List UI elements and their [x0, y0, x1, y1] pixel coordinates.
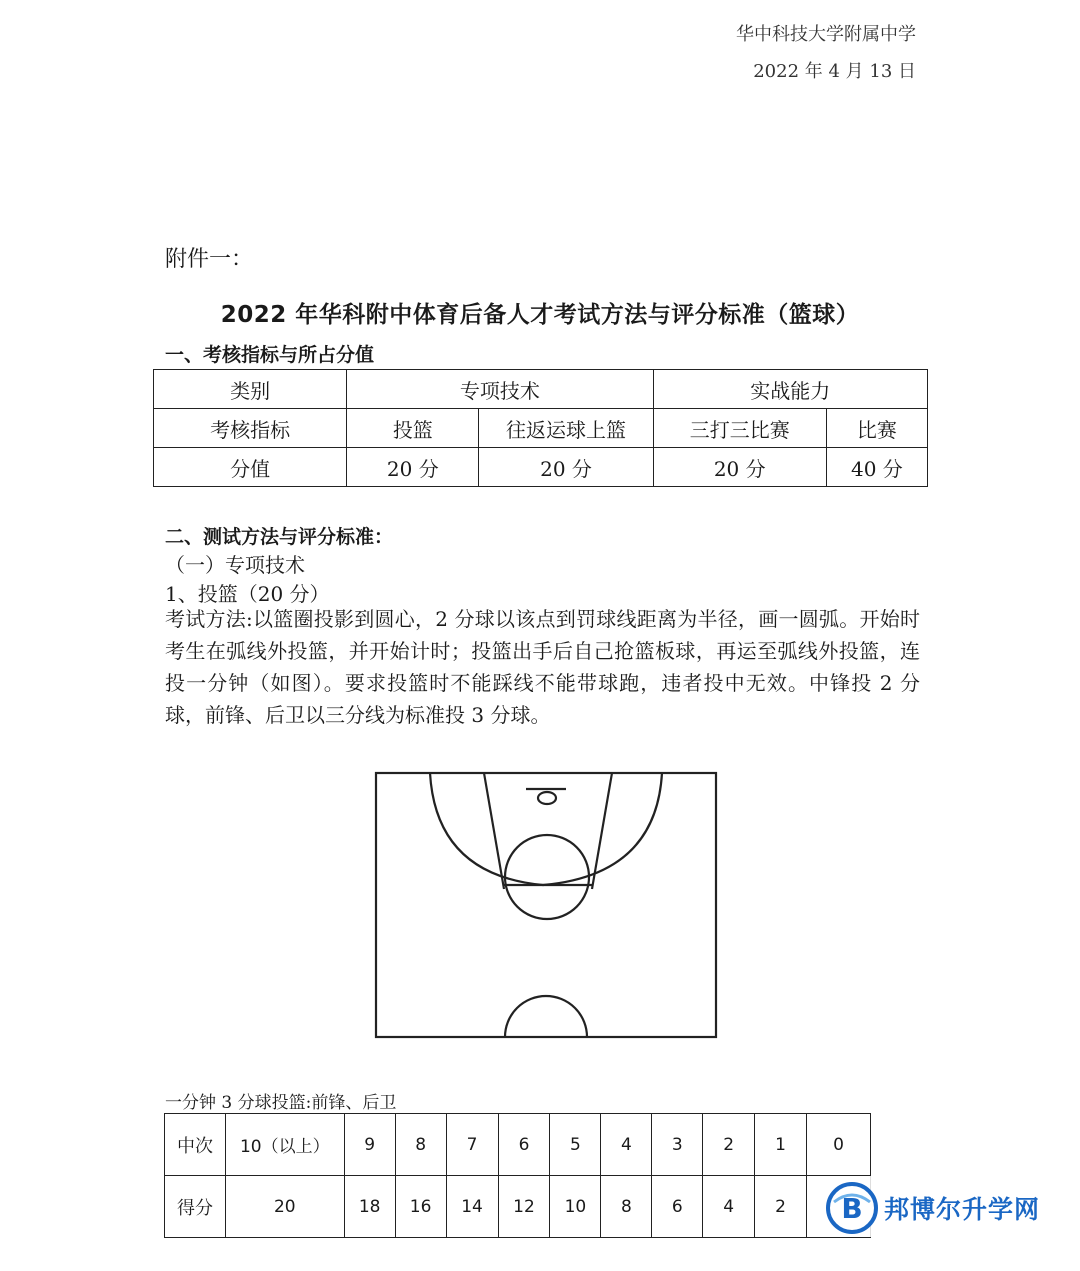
table-cell: 类别: [154, 370, 347, 409]
lane-line-right: [592, 773, 612, 889]
table-cell: 4: [703, 1176, 755, 1238]
table-row: [154, 448, 928, 487]
row-label-hits: 中次: [165, 1114, 226, 1176]
section-1-heading: 一、考核指标与所占分值: [165, 344, 375, 366]
method-paragraph: 考试方法:以篮圈投影到圆心，2 分球以该点到罚球线距离为半径，画一圆弧。开始时考生在弧线外投篮，并开始计时；投篮出手后自己抢篮板球，再运至弧线外投篮，连投一分钟（如图）。要求投篮时不能踩线不能带球跑，违者投中无效。中锋投 2 分球，前锋、后卫以三分线为标准投 3 分球。: [165, 607, 920, 727]
table-cell: 专项技术: [347, 370, 653, 409]
table-cell: 投篮: [347, 409, 479, 448]
table-cell: 2: [755, 1176, 807, 1238]
table-cell: 往返运球上篮: [479, 409, 653, 448]
watermark-logo-letter: B: [841, 1192, 863, 1225]
court-diagram: [370, 763, 730, 1049]
table-cell: 14: [446, 1176, 498, 1238]
table-cell: 18: [344, 1176, 395, 1238]
table-cell: 3: [652, 1114, 703, 1176]
table-cell: 12: [498, 1176, 550, 1238]
table-cell: 20 分: [653, 448, 826, 487]
court-boundary: [376, 773, 716, 1037]
table-cell: 10（以上）: [225, 1114, 344, 1176]
table-cell: 8: [601, 1176, 652, 1238]
site-watermark: [826, 1182, 1040, 1234]
table-cell: 比赛: [826, 409, 927, 448]
table-cell: 7: [446, 1114, 498, 1176]
table-cell: 实战能力: [653, 370, 927, 409]
item-heading: 1、投篮（20 分）: [165, 582, 330, 606]
shooting-score-table: [164, 1113, 871, 1238]
table-cell: 6: [652, 1176, 703, 1238]
table-cell: 16: [395, 1176, 446, 1238]
table-row: [154, 370, 928, 409]
table-cell: 4: [601, 1114, 652, 1176]
hoop: [538, 792, 556, 804]
table-cell: 5: [550, 1114, 601, 1176]
document-date: 2022 年 4 月 13 日: [753, 61, 916, 82]
table-cell: 考核指标: [154, 409, 347, 448]
row-label-score: 得分: [165, 1176, 226, 1238]
table-cell: 20 分: [479, 448, 653, 487]
table-cell: 1: [755, 1114, 807, 1176]
table-cell: 20 分: [347, 448, 479, 487]
free-throw-circle: [505, 835, 589, 919]
school-name: 华中科技大学附属中学: [736, 24, 916, 45]
table-row: [154, 409, 928, 448]
table-cell: 2: [703, 1114, 755, 1176]
table-cell: 20: [225, 1176, 344, 1238]
attachment-label: 附件一：: [165, 247, 254, 272]
table-cell: 6: [498, 1114, 550, 1176]
table-cell: 分值: [154, 448, 347, 487]
table-cell: 10: [550, 1176, 601, 1238]
center-circle-half: [505, 996, 587, 1037]
table-row: [165, 1114, 871, 1176]
subsection-heading: （一）专项技术: [165, 553, 305, 577]
page-title: 2022 年华科附中体育后备人才考试方法与评分标准（篮球）: [220, 302, 860, 328]
table-caption: 一分钟 3 分球投篮:前锋、后卫: [165, 1093, 397, 1113]
table-cell: 0: [807, 1114, 871, 1176]
score-weight-table: [153, 369, 928, 487]
table-cell: 40 分: [826, 448, 927, 487]
watermark-logo-icon: [826, 1182, 878, 1234]
table-cell: 8: [395, 1114, 446, 1176]
lane-line-left: [484, 773, 504, 889]
table-cell: 三打三比赛: [653, 409, 826, 448]
table-row: [165, 1176, 871, 1238]
section-2-heading: 二、测试方法与评分标准：: [165, 526, 394, 548]
watermark-text: 邦博尔升学网: [884, 1195, 1041, 1224]
table-cell: 9: [344, 1114, 395, 1176]
